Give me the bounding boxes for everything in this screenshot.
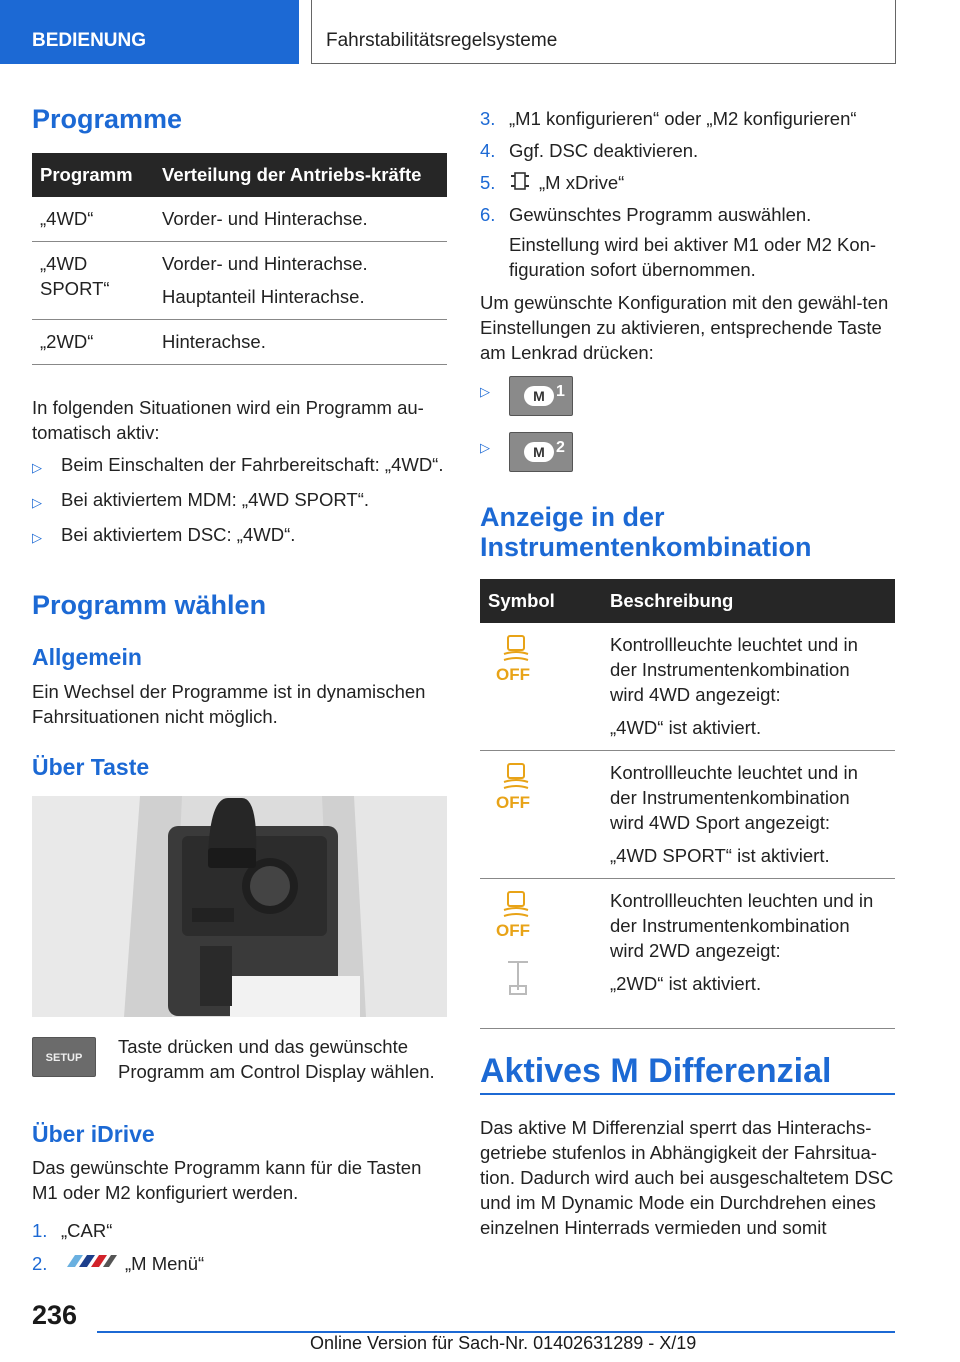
step-text: Gewünschtes Programm auswählen. xyxy=(509,204,812,225)
heading-programme: Programme xyxy=(32,104,183,134)
step-text: „CAR“ xyxy=(61,1220,113,1241)
paragraph-config: Um gewünschte Konfiguration mit den gewähl-ten Einstellungen zu aktivieren, entsprechende Taste am Lenkrad drücken: xyxy=(480,292,889,363)
heading-allgemein: Allgemein xyxy=(32,644,142,670)
step-number: 3. xyxy=(480,108,496,129)
paragraph-situations: In folgenden Situationen wird ein Programm au-tomatisch aktiv: xyxy=(32,397,424,443)
list-item xyxy=(480,376,573,416)
cell-description xyxy=(602,623,895,751)
step-number: 6. xyxy=(480,204,496,225)
list-item-text: Bei aktiviertem DSC: „4WD“. xyxy=(61,524,296,545)
cell-line: Hinterachse. xyxy=(162,331,266,352)
off-label: OFF xyxy=(496,921,530,940)
list-item xyxy=(480,106,895,131)
cell-program: „4WD SPORT“ xyxy=(32,242,154,320)
cell-distribution xyxy=(154,320,447,365)
symbol-table xyxy=(480,579,895,1029)
off-label: OFF xyxy=(496,793,530,812)
cell-distribution xyxy=(154,197,447,242)
table-row xyxy=(480,879,895,1029)
col-header-beschreibung: Beschreibung xyxy=(602,579,895,623)
table-row xyxy=(32,242,447,320)
heading-ueber-taste: Über Taste xyxy=(32,754,150,780)
heading-programm-waehlen: Programm wählen xyxy=(32,590,267,620)
off-label: OFF xyxy=(496,665,530,684)
triangle-bullet-icon: ▷ xyxy=(480,384,490,399)
m2-letter: M xyxy=(524,442,554,462)
program-table-wrap xyxy=(32,153,447,365)
step-text: „M1 konfigurieren“ oder „M2 konfigurieren“ xyxy=(509,108,857,129)
rwd-drivetrain-icon xyxy=(504,958,532,998)
list-item xyxy=(480,202,895,227)
footer-online-version: Online Version für Sach-Nr. 01402631289 - X/19 xyxy=(310,1333,697,1353)
setup-button-icon xyxy=(32,1037,96,1077)
cell-symbol xyxy=(480,751,602,879)
step-list-right xyxy=(480,106,895,227)
paragraph-allgemein: Ein Wechsel der Programme ist in dynamischen Fahrsituationen nicht möglich. xyxy=(32,681,426,727)
cell-description xyxy=(602,879,895,1029)
step-number: 5. xyxy=(480,172,496,193)
heading-anzeige: Anzeige in der Instrumentenkombination xyxy=(480,502,812,562)
cell-line: „4WD“ ist aktiviert. xyxy=(610,717,762,738)
cell-symbol xyxy=(480,879,602,1029)
list-item xyxy=(480,432,573,472)
cell-distribution xyxy=(154,242,447,320)
table-row xyxy=(32,197,447,242)
chapter-tab xyxy=(311,0,896,64)
cell-symbol xyxy=(480,623,602,751)
cell-line: „4WD SPORT“ ist aktiviert. xyxy=(610,845,830,866)
step6-note: Einstellung wird bei aktiver M1 oder M2 Kon-figuration sofort übernommen. xyxy=(509,234,877,280)
heading-ueber-idrive: Über iDrive xyxy=(32,1121,155,1147)
step-text: „M xDrive“ xyxy=(539,172,625,193)
cell-program: „4WD“ xyxy=(32,197,154,242)
paragraph-idrive: Das gewünschte Programm kann für die Tasten M1 oder M2 konfiguriert werden. xyxy=(32,1157,422,1203)
bullet-list xyxy=(32,452,447,550)
page-number: 236 xyxy=(32,1300,78,1330)
m-stripes-icon xyxy=(61,1251,117,1271)
step-list-left xyxy=(32,1218,447,1276)
awd-off-warning-icon xyxy=(496,632,536,688)
cell-line: Vorder- und Hinterachse. xyxy=(162,208,368,229)
setup-button-label: SETUP xyxy=(45,1052,83,1064)
list-item xyxy=(32,1251,447,1276)
cell-program: „2WD“ xyxy=(32,320,154,365)
symbol-table-wrap xyxy=(480,579,895,1029)
list-item-text: Bei aktiviertem MDM: „4WD SPORT“. xyxy=(61,489,370,510)
list-item xyxy=(32,1218,447,1243)
m1-letter: M xyxy=(524,386,554,406)
triangle-bullet-icon: ▷ xyxy=(32,460,42,475)
awd-off-warning-icon xyxy=(496,888,536,944)
step-number: 2. xyxy=(32,1253,48,1274)
center-console-photo xyxy=(32,796,447,1017)
list-item xyxy=(32,487,447,515)
cell-line: „2WD“ ist aktiviert. xyxy=(610,973,762,994)
list-item xyxy=(32,452,447,480)
triangle-bullet-icon: ▷ xyxy=(32,495,42,510)
center-console-illustration xyxy=(32,796,447,1017)
awd-sport-off-warning-icon xyxy=(496,760,536,816)
list-item xyxy=(480,138,895,163)
paragraph-differenzial: Das aktive M Differenzial sperrt das Hinterachs-getriebe stufenlos in Abhängigkeit der Fahrsitua-tion. Dadurch wird auch bei ausgeschaltetem DSC und im M Dynamic Mode ein Durchdrehen eines einzelnen Hinterrads vermieden und somit xyxy=(480,1117,894,1238)
xdrive-icon xyxy=(509,170,531,192)
cell-line: Kontrollleuchte leuchtet und in der Instrumentenkombination wird 4WD angezeigt: xyxy=(610,634,858,705)
cell-description xyxy=(602,751,895,879)
heading-aktives-m-differenzial: Aktives M Differenzial xyxy=(480,1052,832,1090)
program-table xyxy=(32,153,447,365)
cell-line: Hauptanteil Hinterachse. xyxy=(162,286,365,307)
list-item-text: Beim Einschalten der Fahrbereitschaft: „4WD“. xyxy=(61,454,444,475)
m1-sup: 1 xyxy=(556,383,565,400)
list-item xyxy=(480,170,895,195)
m2-sup: 2 xyxy=(556,439,565,456)
cell-line: Kontrollleuchten leuchten und in der Instrumentenkombination wird 2WD angezeigt: xyxy=(610,890,874,961)
table-row xyxy=(480,751,895,879)
section-tab xyxy=(0,0,299,64)
table-row xyxy=(480,623,895,751)
table-row xyxy=(32,320,447,365)
list-item xyxy=(32,522,447,550)
m1-button-icon xyxy=(509,376,573,416)
triangle-bullet-icon: ▷ xyxy=(480,440,490,455)
col-header-verteilung: Verteilung der Antriebs-kräfte xyxy=(154,153,447,197)
step-number: 1. xyxy=(32,1220,48,1241)
cell-line: Vorder- und Hinterachse. xyxy=(162,253,368,274)
m2-button-icon xyxy=(509,432,573,472)
heading-underline xyxy=(480,1093,895,1095)
step-text: „M Menü“ xyxy=(125,1253,205,1274)
step-text: Ggf. DSC deaktivieren. xyxy=(509,140,699,161)
chapter-title: Fahrstabilitätsregelsysteme xyxy=(326,30,558,51)
cell-line: Kontrollleuchte leuchtet und in der Instrumentenkombination wird 4WD Sport angezeigt: xyxy=(610,762,858,833)
col-header-symbol: Symbol xyxy=(480,579,602,623)
section-title: BEDIENUNG xyxy=(32,30,147,51)
step-number: 4. xyxy=(480,140,496,161)
col-header-programm: Programm xyxy=(32,153,154,197)
paragraph-setup: Taste drücken und das gewünschte Programm am Control Display wählen. xyxy=(118,1036,435,1082)
triangle-bullet-icon: ▷ xyxy=(32,530,42,545)
